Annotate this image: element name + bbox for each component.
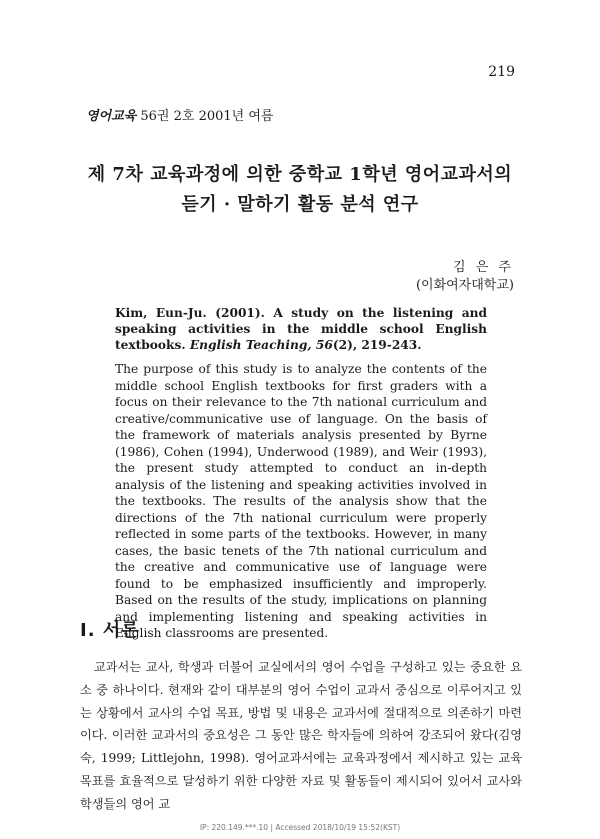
citation [115,305,487,353]
page-number: 219 [488,64,515,80]
journal-details: 56권 2호 2001년 여름 [140,109,274,124]
citation-rest: (2), 219-243. [332,338,422,352]
access-footer: IP: 220.149.***.10 | Accessed 2018/10/19 15:52(KST) [199,823,401,832]
citation-main: Kim, Eun-Ju. (2001). A study on the listening and speaking activities in the middle school English textbooks. [115,306,487,352]
abstract-body: The purpose of this study is to analyze the contents of the middle school English textbooks for first graders with a focus on their relevance to the 7th national curriculum and creative/communicative use of language. On the basis of the framework of materials analysis presented by Byrne (1986), Cohen (1994), Underwood (1989), and Weir (1993), the present study attempted to conduct an in-depth analysis of the listening and speaking activities involved in the textbooks. The results of the analysis show that the directions of the 7th national curriculum were properly reflected in some parts of the textbooks. However, in many cases, the basic tenets of the 7th national curriculum and the creative and communicative use of language were found to be emphasized insufficiently and improperly. Based on the results of the study, implications on planning and implementing listening and speaking activities in English classrooms are presented. [115,362,487,640]
journal-info [86,105,273,124]
title-line-1: 제 7차 교육과정에 의한 중학교 1학년 영어교과서의 [87,164,513,185]
author-affiliation: (이화여자대학교) [415,278,514,293]
intro-paragraph: 교과서는 교사, 학생과 더불어 교실에서의 영어 수업을 구성하고 있는 중요한 요소 중 하나이다. 현재와 같이 대부분의 영어 수업이 교과서 중심으로 이루어지고 있는 상황에서 교사의 수업 목표, 방법 및 내용은 교과서에 절대적으로 의존하기 마련이다. 이러한 교과서의 중요성은 그 동안 많은 학자들에 의하여 강조되어 왔다(김영숙, 1999; Littlejohn, 1998). 영어교과서에는 교육과정에서 제시하고 있는 교육 목표를 효율적으로 달성하기 위한 다양한 자료 및 활동들이 제시되어 있어서 교사와 학생들의 영어 교 [80,660,522,811]
citation-journal: English Teaching, 56 [189,338,333,352]
author-name: 김 은 주 [453,260,514,275]
abstract [115,305,487,642]
section-heading: I. 서론 [80,620,140,641]
title-line-2: 듣기 · 말하기 활동 분석 연구 [181,194,419,215]
journal-name: 영어교육 [86,109,137,124]
paper-title [40,160,560,220]
